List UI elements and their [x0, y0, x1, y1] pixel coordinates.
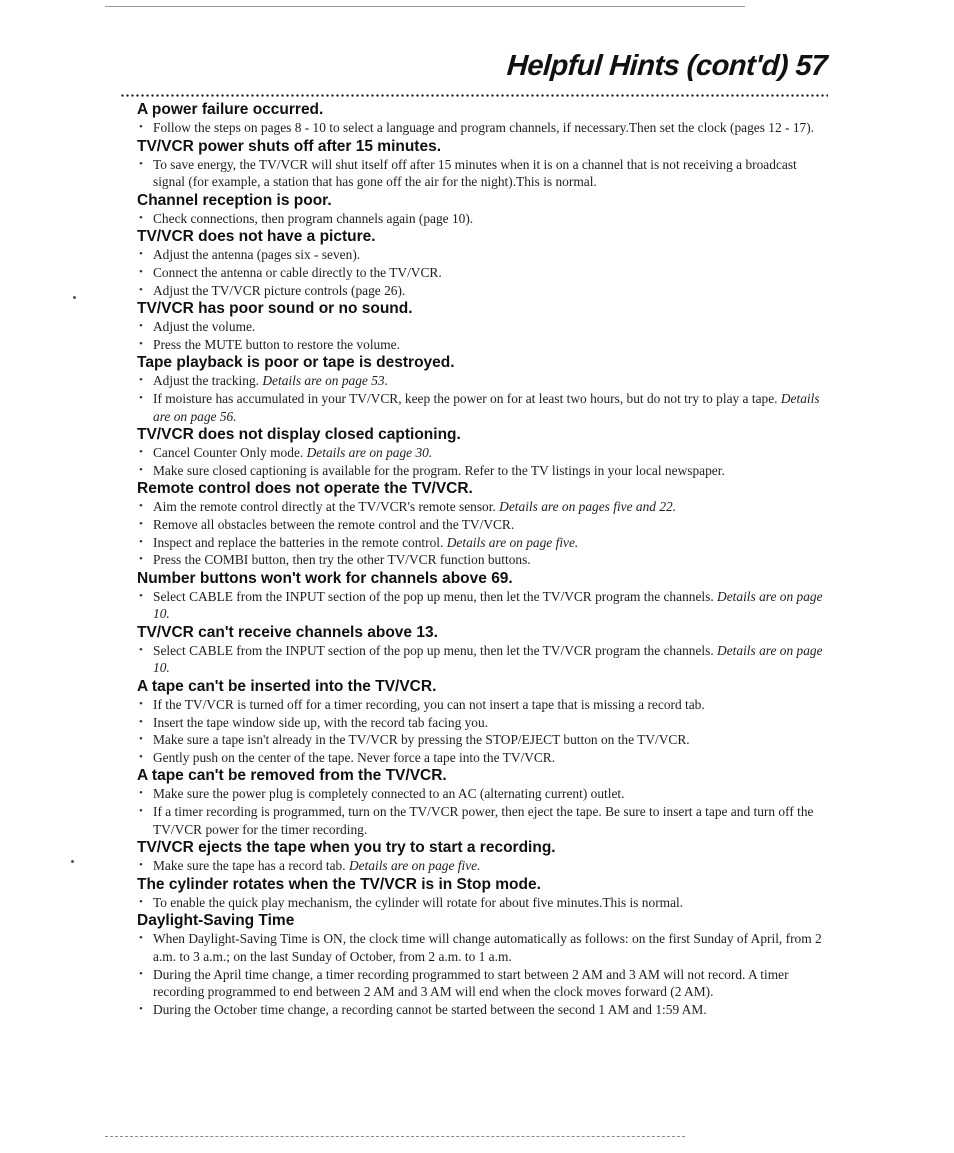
hint-item [137, 966, 827, 1001]
hint-heading: Channel reception is poor. [137, 191, 332, 209]
hint-item [137, 264, 827, 282]
hint-text: Adjust the antenna (pages six - seven). [153, 247, 361, 263]
hint-text: When Daylight-Saving Time is ON, the clock time will change automatically as follows: on the first Sunday of April, from 2 a.m. to 3 a.m.; on the last Sunday of October, from 2 a.m. to 1 a.m. [153, 931, 822, 964]
hint-items [137, 156, 827, 191]
hint-item [137, 210, 827, 228]
hint-heading: Number buttons won't work for channels above 69. [137, 569, 513, 587]
hint-text: Connect the antenna or cable directly to the TV/VCR. [153, 264, 442, 280]
hint-heading: A tape can't be inserted into the TV/VCR. [137, 678, 437, 696]
hint-items [137, 210, 827, 228]
hint-item [137, 1001, 827, 1019]
page-reference: Details are on page 53. [262, 373, 388, 389]
page-reference: Details are on page 56. [153, 390, 820, 424]
hint-text: Cancel Counter Only mode. [153, 445, 304, 461]
hint-item [137, 372, 827, 390]
hint-section [137, 227, 827, 299]
hint-item [137, 462, 827, 480]
hint-text: During the April time change, a timer recording programmed to start between 2 AM and 3 AM will not record. A timer recording programmed to end between 2 AM and 3 AM will end when the clock moves forward (2 AM). [153, 966, 789, 1000]
scan-speck [71, 860, 74, 863]
hint-text: Press the MUTE button to restore the volume. [153, 336, 400, 352]
hint-item [137, 785, 827, 803]
hint-items [137, 930, 827, 1018]
hint-text: Select CABLE from the INPUT section of the pop up menu, then let the TV/VCR program the channels. [153, 642, 714, 658]
hint-text: Follow the steps on pages 8 - 10 to select a language and program channels, if necessary.Then set the clock (pages 12 - 17). [153, 120, 815, 135]
hint-text: If moisture has accumulated in your TV/VCR, keep the power on for at least two hours, but do not try to play a tape. [153, 390, 778, 406]
hint-item [137, 534, 827, 552]
hint-items [137, 246, 827, 299]
hint-text: Adjust the TV/VCR picture controls (page 26). [153, 282, 406, 298]
hint-heading: The cylinder rotates when the TV/VCR is in Stop mode. [137, 875, 541, 893]
hint-text: Aim the remote control directly at the TV/VCR's remote sensor. [153, 499, 496, 515]
hint-items [137, 498, 827, 568]
hints-list [137, 100, 827, 1018]
hint-section [137, 425, 827, 479]
hint-section [137, 677, 827, 766]
hint-heading: Daylight-Saving Time [137, 912, 295, 930]
hint-text: Make sure a tape isn't already in the TV/VCR by pressing the STOP/EJECT button on the TV/VCR. [153, 732, 690, 748]
scan-speck [73, 296, 76, 299]
hint-items [137, 119, 827, 137]
hint-section [137, 911, 827, 1018]
hint-section [137, 766, 827, 838]
hint-item [137, 588, 827, 623]
hint-section [137, 569, 827, 623]
hint-items [137, 372, 827, 425]
hint-text: Insert the tape window side up, with the record tab facing you. [153, 714, 489, 730]
hint-items [137, 588, 827, 623]
hint-section [137, 875, 827, 912]
hint-heading: TV/VCR has poor sound or no sound. [137, 300, 413, 318]
hint-heading: Remote control does not operate the TV/VCR. [137, 480, 473, 498]
hint-items [137, 642, 827, 677]
hint-text: During the October time change, a recording cannot be started between the second 1 AM and 1:59 AM. [153, 1001, 707, 1017]
hint-items [137, 857, 827, 875]
hint-text: Adjust the volume. [153, 319, 256, 335]
hint-heading: A tape can't be removed from the TV/VCR. [137, 767, 447, 785]
page-title: Helpful Hints (cont'd) 57 [506, 50, 829, 82]
hint-heading: TV/VCR ejects the tape when you try to start a recording. [137, 839, 556, 857]
hint-items [137, 785, 827, 838]
hint-item [137, 498, 827, 516]
hint-section [137, 191, 827, 228]
hint-item [137, 156, 827, 191]
top-scan-rule [105, 6, 745, 7]
hint-text: To enable the quick play mechanism, the cylinder will rotate for about five minutes.This is normal. [153, 894, 684, 910]
hint-section [137, 299, 827, 353]
hint-heading: TV/VCR does not display closed captioning. [137, 426, 461, 444]
hint-heading: TV/VCR does not have a picture. [137, 228, 376, 246]
dotted-divider [120, 94, 828, 97]
hint-item [137, 318, 827, 336]
hint-item [137, 803, 827, 838]
page-reference: Details are on page 10. [153, 588, 823, 622]
hint-heading: TV/VCR power shuts off after 15 minutes. [137, 137, 442, 155]
hint-item [137, 731, 827, 749]
hint-item [137, 551, 827, 569]
hint-heading: TV/VCR can't receive channels above 13. [137, 623, 438, 641]
hint-item [137, 857, 827, 875]
hint-text: Make sure the tape has a record tab. [153, 858, 346, 874]
hint-item [137, 336, 827, 354]
hint-item [137, 516, 827, 534]
hint-item [137, 390, 827, 425]
hint-item [137, 714, 827, 732]
page-reference: Details are on page 10. [153, 642, 823, 676]
bottom-scan-rule [105, 1136, 685, 1137]
page-reference: Details are on page five. [446, 534, 579, 550]
hint-item [137, 246, 827, 264]
hint-text: Select CABLE from the INPUT section of the pop up menu, then let the TV/VCR program the channels. [153, 588, 714, 604]
hint-section [137, 623, 827, 677]
hint-text: Remove all obstacles between the remote control and the TV/VCR. [153, 516, 515, 532]
hint-items [137, 894, 827, 912]
hint-item [137, 444, 827, 462]
hint-section [137, 838, 827, 875]
hint-heading: A power failure occurred. [137, 101, 324, 118]
hint-text: Check connections, then program channels again (page 10). [153, 210, 474, 226]
hint-item [137, 119, 827, 137]
hint-items [137, 318, 827, 353]
hint-item [137, 749, 827, 767]
hint-text: If the TV/VCR is turned off for a timer recording, you can not insert a tape that is missing a record tab. [153, 697, 705, 713]
hint-section [137, 479, 827, 568]
hint-item [137, 642, 827, 677]
hint-heading: Tape playback is poor or tape is destroyed. [137, 354, 455, 372]
hint-section [137, 137, 827, 191]
hint-text: Inspect and replace the batteries in the remote control. [153, 534, 444, 550]
hint-text: Gently push on the center of the tape. Never force a tape into the TV/VCR. [153, 749, 556, 765]
hint-text: If a timer recording is programmed, turn on the TV/VCR power, then eject the tape. Be sure to insert a tape and turn off the TV/VCR power for the timer recording. [153, 804, 814, 837]
hint-section [137, 353, 827, 425]
hint-item [137, 696, 827, 714]
hint-item [137, 894, 827, 912]
page-reference: Details are on pages five and 22. [499, 499, 677, 515]
hint-text: Press the COMBI button, then try the other TV/VCR function buttons. [153, 552, 531, 568]
hint-text: Make sure the power plug is completely connected to an AC (alternating current) outlet. [153, 786, 625, 802]
page-reference: Details are on page five. [348, 858, 481, 874]
hint-text: Adjust the tracking. [153, 373, 259, 389]
hint-text: Make sure closed captioning is available for the program. Refer to the TV listings in your local newspaper. [153, 462, 725, 478]
hint-items [137, 696, 827, 766]
hint-item [137, 282, 827, 300]
page-reference: Details are on page 30. [306, 445, 433, 461]
hint-item [137, 930, 827, 965]
hint-text: To save energy, the TV/VCR will shut itself off after 15 minutes when it is on a channel that is not receiving a broadcast signal (for example, a station that has gone off the air for the night).This is normal. [153, 156, 797, 190]
hint-section [137, 100, 827, 137]
hint-items [137, 444, 827, 479]
